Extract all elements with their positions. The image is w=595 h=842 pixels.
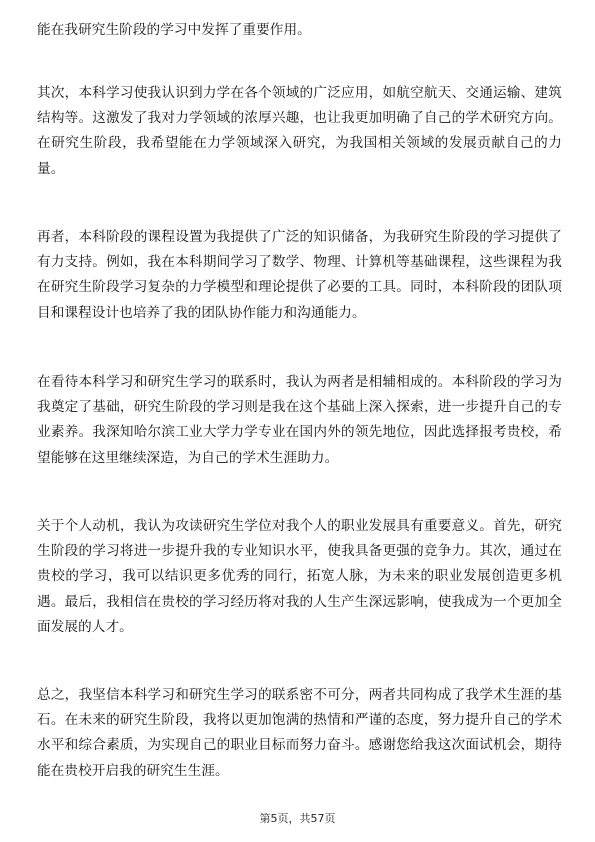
paragraph-continuation: 能在我研究生阶段的学习中发挥了重要作用。 [37,22,311,38]
paragraph-relationship: 在看待本科学习和研究生学习的联系时，我认为两者是相辅相成的。本科阶段的学习为我奠定了基础，研究生阶段的学习则是我在这个基础上深入探索，进一步提升自己的专业素养。我深知哈尔滨工业大学力学专业在国内外的领先地位，因此选择报考贵校，希望能够在这里继续深造，为自己的学术生涯助力。 [37,374,562,466]
paragraph-motivation: 关于个人动机，我认为攻读研究生学位对我个人的职业发展具有重要意义。首先，研究生阶段的学习将进一步提升我的专业知识水平，使我具备更强的竞争力。其次，通过在贵校的学习，我可以结识更多优秀的同行，拓宽人脉，为未来的职业发展创造更多机遇。最后，我相信在贵校的学习经历将对我的人生产生深远影响，使我成为一个更加全面发展的人才。 [37,518,562,635]
paragraph-furthermore: 再者，本科阶段的课程设置为我提供了广泛的知识储备，为我研究生阶段的学习提供了有力支持。例如，我在本科期间学习了数学、物理、计算机等基础课程，这些课程为我在研究生阶段学习复杂的力学模型和理论提供了必要的工具。同时，本科阶段的团队项目和课程设计也培养了我的团队协作能力和沟通能力。 [37,229,562,321]
paragraph-conclusion: 总之，我坚信本科学习和研究生学习的联系密不可分，两者共同构成了我学术生涯的基石。在未来的研究生阶段，我将以更加饱满的热情和严谨的态度，努力提升自己的学术水平和综合素质，为实现自己的职业目标而努力奋斗。感谢您给我这次面试机会，期待能在贵校开启我的研究生生涯。 [37,687,562,779]
page-number-footer: 第5页，共57页 [259,812,336,825]
paragraph-secondly: 其次，本科学习使我认识到力学在各个领域的广泛应用，如航空航天、交通运输、建筑结构等。这激发了我对力学领域的浓厚兴趣，也让我更加明确了自己的学术研究方向。在研究生阶段，我希望能在力学领域深入研究，为我国相关领域的发展贡献自己的力量。 [37,85,562,177]
